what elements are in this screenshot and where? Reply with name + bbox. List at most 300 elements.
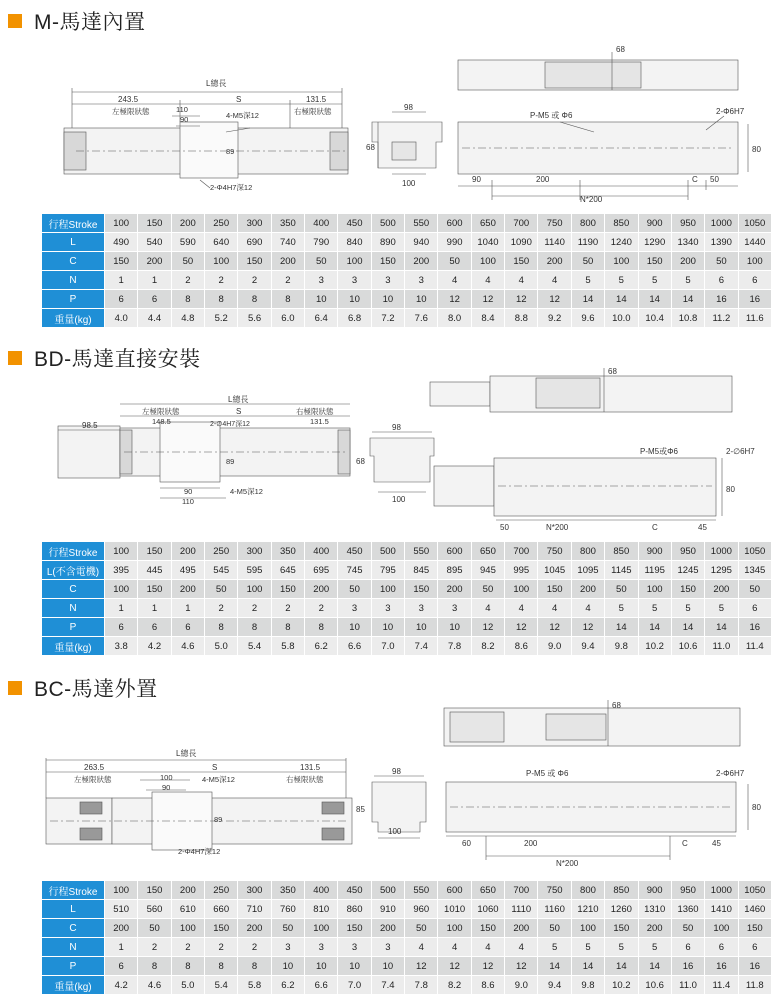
row-header: C (42, 252, 105, 271)
table-cell: 14 (538, 957, 571, 976)
dim-bot-a: 90 (472, 175, 481, 184)
table-cell: 495 (171, 561, 204, 580)
table-cell: 5 (638, 599, 671, 618)
end-height: 68 (356, 457, 365, 466)
table-cell: 200 (505, 919, 538, 938)
table-cell: 400 (305, 542, 338, 561)
table-cell: 11.6 (738, 309, 771, 328)
table-cell: 16 (705, 290, 738, 309)
row-header: 重量(kg) (42, 637, 105, 656)
table-cell: 50 (705, 252, 738, 271)
table-cell: 8.0 (438, 309, 471, 328)
table-cell: 4 (471, 938, 504, 957)
table-cell: 910 (371, 900, 404, 919)
table-cell: 800 (571, 881, 604, 900)
table-cell: 12 (471, 957, 504, 976)
table-cell: 5.4 (205, 976, 238, 995)
table-cell: 850 (605, 881, 638, 900)
tap-holes-label: 4-M5深12 (230, 487, 263, 496)
table-cell: 6.2 (305, 637, 338, 656)
section-title-bc (8, 673, 158, 703)
table-cell: 10.6 (638, 976, 671, 995)
dim-left: 243.5 (118, 95, 139, 104)
table-cell: 2 (171, 938, 204, 957)
tap-holes-label: 4-M5深12 (226, 111, 259, 120)
table-cell: 10 (405, 290, 438, 309)
table-row (42, 309, 772, 328)
table-cell: 8 (171, 290, 204, 309)
spec-table-m (41, 213, 772, 328)
dim-right: 131.5 (306, 95, 327, 104)
table-cell: 50 (271, 919, 304, 938)
table-cell: 14 (605, 957, 638, 976)
table-cell: 6 (138, 618, 171, 637)
table-cell: 1210 (571, 900, 604, 919)
dim-89: 89 (226, 147, 235, 156)
pin-holes-label: 2-Φ4H7深12 (210, 183, 253, 192)
table-cell: 10 (438, 618, 471, 637)
table-cell: 12 (538, 618, 571, 637)
p-holes-label: P-M5 或 Φ6 (530, 111, 573, 120)
table-cell: 10.2 (638, 637, 671, 656)
table-cell: 6.4 (305, 309, 338, 328)
table-cell: 5 (705, 599, 738, 618)
table-cell: 11.8 (738, 976, 771, 995)
row-header: 重量(kg) (42, 976, 105, 995)
table-cell: 50 (571, 252, 604, 271)
table-cell: 8.4 (471, 309, 504, 328)
end-base: 100 (402, 179, 416, 188)
end-height: 68 (366, 143, 375, 152)
table-cell: 14 (571, 957, 604, 976)
table-cell: 550 (405, 542, 438, 561)
table-cell: 4.8 (171, 309, 204, 328)
row-header: L(不含電機) (42, 561, 105, 580)
table-cell: 3 (371, 599, 404, 618)
table-cell: 12 (405, 957, 438, 976)
table-row (42, 919, 772, 938)
dim-stroke: S (212, 763, 218, 772)
table-row (42, 214, 772, 233)
table-cell: 6 (705, 938, 738, 957)
table-cell: 1050 (738, 881, 771, 900)
table-cell: 150 (505, 252, 538, 271)
dim-stroke: S (236, 407, 242, 416)
table-cell: 5 (605, 599, 638, 618)
table-cell: 3 (338, 271, 371, 290)
table-cell: 6.6 (338, 637, 371, 656)
table-cell: 700 (505, 542, 538, 561)
table-cell: 150 (138, 881, 171, 900)
table-cell: 950 (671, 214, 704, 233)
table-cell: 7.6 (405, 309, 438, 328)
table-cell: 6 (738, 599, 771, 618)
table-cell: 3 (371, 938, 404, 957)
dim-bot-b: 200 (536, 175, 550, 184)
table-cell: 8 (205, 957, 238, 976)
table-cell: 350 (271, 214, 304, 233)
table-cell: 5.8 (271, 637, 304, 656)
table-cell: 1390 (705, 233, 738, 252)
table-cell: 14 (671, 618, 704, 637)
table-cell: 100 (238, 580, 271, 599)
table-cell: 1060 (471, 900, 504, 919)
table-cell: 8 (238, 618, 271, 637)
spec-table-bc (41, 880, 772, 995)
table-cell: 500 (371, 881, 404, 900)
table-cell: 560 (138, 900, 171, 919)
end-width: 98 (404, 103, 413, 112)
table-cell: 1240 (605, 233, 638, 252)
table-cell: 1360 (671, 900, 704, 919)
table-cell: 10.6 (671, 637, 704, 656)
table-cell: 600 (438, 542, 471, 561)
table-cell: 12 (471, 290, 504, 309)
table-cell: 6 (138, 290, 171, 309)
table-cell: 300 (238, 542, 271, 561)
table-cell: 250 (205, 542, 238, 561)
table-cell: 5 (571, 271, 604, 290)
table-cell: 2 (238, 271, 271, 290)
table-cell: 6 (671, 938, 704, 957)
dim-right: 131.5 (310, 417, 329, 426)
table-cell: 5 (538, 938, 571, 957)
table-row (42, 618, 772, 637)
table-row (42, 580, 772, 599)
table-cell: 4 (438, 271, 471, 290)
table-cell: 3 (438, 599, 471, 618)
table-cell: 6 (105, 290, 138, 309)
table-cell: 1260 (605, 900, 638, 919)
table-cell: 945 (471, 561, 504, 580)
table-cell: 12 (505, 290, 538, 309)
side-height: 80 (726, 485, 735, 494)
table-cell: 1 (171, 599, 204, 618)
table-cell: 395 (105, 561, 138, 580)
table-cell: 1195 (638, 561, 671, 580)
table-cell: 5 (671, 599, 704, 618)
table-cell: 5 (605, 271, 638, 290)
table-cell: 795 (371, 561, 404, 580)
table-cell: 9.8 (571, 976, 604, 995)
table-cell: 490 (105, 233, 138, 252)
row-header: P (42, 618, 105, 637)
table-cell: 50 (671, 919, 704, 938)
table-cell: 150 (638, 252, 671, 271)
table-cell: 5.8 (238, 976, 271, 995)
table-cell: 2 (205, 938, 238, 957)
table-cell: 200 (571, 580, 604, 599)
table-cell: 12 (571, 618, 604, 637)
table-cell: 10 (338, 957, 371, 976)
dim-total-length: L總長 (176, 749, 197, 758)
table-cell: 14 (638, 618, 671, 637)
table-cell: 100 (605, 252, 638, 271)
row-header: 行程Stroke (42, 542, 105, 561)
table-cell: 11.4 (738, 637, 771, 656)
p-holes-label: P-M5或Φ6 (640, 447, 678, 456)
spec-table-bd (41, 541, 772, 656)
table-cell: 3 (338, 599, 371, 618)
table-cell: 1340 (671, 233, 704, 252)
table-cell: 6 (105, 618, 138, 637)
table-cell: 16 (671, 957, 704, 976)
row-header: C (42, 919, 105, 938)
table-cell: 4.4 (138, 309, 171, 328)
orange-bullet (8, 681, 22, 695)
table-cell: 6.0 (271, 309, 304, 328)
end-height: 85 (356, 805, 365, 814)
end-width: 98 (392, 423, 401, 432)
table-cell: 890 (371, 233, 404, 252)
table-cell: 960 (405, 900, 438, 919)
table-cell: 2 (205, 271, 238, 290)
table-cell: 900 (638, 542, 671, 561)
table-cell: 100 (505, 580, 538, 599)
table-cell: 640 (205, 233, 238, 252)
table-cell: 4 (438, 938, 471, 957)
table-cell: 4 (471, 271, 504, 290)
table-cell: 710 (238, 900, 271, 919)
table-cell: 500 (371, 542, 404, 561)
table-cell: 50 (338, 580, 371, 599)
dim-bot-n: N*200 (546, 523, 569, 532)
table-cell: 9.8 (605, 637, 638, 656)
table-cell: 450 (338, 881, 371, 900)
table-cell: 10 (371, 957, 404, 976)
table-cell: 6 (738, 271, 771, 290)
left-limit-label: 左極限狀態 (142, 407, 180, 416)
row-header: P (42, 290, 105, 309)
table-cell: 150 (105, 252, 138, 271)
table-cell: 100 (571, 919, 604, 938)
table-cell: 10 (338, 618, 371, 637)
table-cell: 510 (105, 900, 138, 919)
table-cell: 8 (238, 957, 271, 976)
table-cell: 200 (138, 252, 171, 271)
table-cell: 4 (538, 271, 571, 290)
table-cell: 2 (171, 271, 204, 290)
dim-left: 148.5 (152, 417, 171, 426)
row-header: N (42, 599, 105, 618)
table-cell: 8 (271, 290, 304, 309)
table-cell: 645 (271, 561, 304, 580)
table-cell: 150 (738, 919, 771, 938)
table-cell: 9.6 (571, 309, 604, 328)
table-cell: 1000 (705, 542, 738, 561)
table-cell: 200 (171, 542, 204, 561)
table-cell: 50 (471, 580, 504, 599)
table-cell: 50 (305, 252, 338, 271)
row-header: L (42, 233, 105, 252)
table-cell: 2 (271, 599, 304, 618)
end-base: 100 (388, 827, 402, 836)
table-cell: 700 (505, 881, 538, 900)
table-cell: 14 (638, 290, 671, 309)
table-cell: 6 (105, 957, 138, 976)
table-cell: 300 (238, 214, 271, 233)
table-cell: 16 (738, 618, 771, 637)
section-heading: BD-馬達直接安裝 (34, 348, 201, 371)
table-cell: 150 (238, 252, 271, 271)
table-cell: 600 (438, 214, 471, 233)
table-cell: 200 (438, 580, 471, 599)
table-cell: 7.4 (405, 637, 438, 656)
row-header: 行程Stroke (42, 214, 105, 233)
table-cell: 5.2 (205, 309, 238, 328)
table-cell: 10 (338, 290, 371, 309)
table-cell: 10 (271, 957, 304, 976)
table-cell: 7.8 (438, 637, 471, 656)
table-cell: 700 (505, 214, 538, 233)
table-cell: 9.4 (538, 976, 571, 995)
dim-bot-c: C (692, 175, 698, 184)
table-cell: 12 (471, 618, 504, 637)
table-cell: 14 (671, 290, 704, 309)
dim-motor: 98.5 (82, 421, 98, 430)
table-cell: 800 (571, 214, 604, 233)
table-cell: 6.8 (338, 309, 371, 328)
dim-90: 90 (184, 487, 193, 496)
table-cell: 100 (205, 252, 238, 271)
dim-bot-d: 45 (698, 523, 707, 532)
table-cell: 200 (671, 252, 704, 271)
table-cell: 150 (371, 252, 404, 271)
top-dim: 68 (612, 701, 621, 710)
table-cell: 5 (671, 271, 704, 290)
table-cell: 8 (205, 618, 238, 637)
section-title-m (8, 6, 146, 36)
dim-bot-d: 45 (712, 839, 721, 848)
orange-bullet (8, 351, 22, 365)
table-cell: 400 (305, 214, 338, 233)
table-cell: 1160 (538, 900, 571, 919)
table-cell: 10.8 (671, 309, 704, 328)
row-header: P (42, 957, 105, 976)
table-cell: 50 (605, 580, 638, 599)
table-cell: 4 (471, 599, 504, 618)
table-cell: 900 (638, 881, 671, 900)
table-cell: 2 (138, 938, 171, 957)
right-limit-label: 右極限狀態 (294, 107, 332, 116)
table-cell: 4 (405, 938, 438, 957)
table-cell: 850 (605, 542, 638, 561)
table-row (42, 637, 772, 656)
table-cell: 150 (405, 580, 438, 599)
table-cell: 150 (138, 580, 171, 599)
dim-bot-a: 60 (462, 839, 471, 848)
table-cell: 3 (305, 938, 338, 957)
table-cell: 7.0 (371, 637, 404, 656)
table-cell: 650 (471, 214, 504, 233)
table-cell: 10.2 (605, 976, 638, 995)
table-cell: 150 (538, 580, 571, 599)
table-cell: 12 (438, 957, 471, 976)
side-holes-label: 2-∅6H7 (726, 447, 755, 456)
table-cell: 4.6 (138, 976, 171, 995)
table-cell: 1460 (738, 900, 771, 919)
table-cell: 8.8 (505, 309, 538, 328)
table-cell: 200 (371, 919, 404, 938)
table-cell: 14 (571, 290, 604, 309)
table-cell: 350 (271, 542, 304, 561)
table-cell: 690 (238, 233, 271, 252)
table-cell: 6.6 (305, 976, 338, 995)
table-cell: 8.6 (471, 976, 504, 995)
table-cell: 200 (305, 580, 338, 599)
table-cell: 16 (738, 957, 771, 976)
row-header: 重量(kg) (42, 309, 105, 328)
table-cell: 740 (271, 233, 304, 252)
table-cell: 2 (238, 938, 271, 957)
table-cell: 2 (271, 271, 304, 290)
table-cell: 800 (571, 542, 604, 561)
table-cell: 6.2 (271, 976, 304, 995)
table-cell: 5.4 (238, 637, 271, 656)
table-cell: 550 (405, 214, 438, 233)
top-dim: 68 (616, 45, 625, 54)
section-heading: BC-馬達外置 (34, 678, 158, 701)
row-header: 行程Stroke (42, 881, 105, 900)
table-cell: 8 (171, 957, 204, 976)
table-cell: 100 (171, 919, 204, 938)
table-cell: 840 (338, 233, 371, 252)
table-cell: 6 (171, 618, 204, 637)
table-cell: 850 (605, 214, 638, 233)
dim-total-length: L總長 (228, 395, 249, 404)
table-cell: 100 (471, 252, 504, 271)
table-cell: 100 (105, 580, 138, 599)
table-cell: 3 (338, 938, 371, 957)
table-cell: 7.0 (338, 976, 371, 995)
table-row (42, 271, 772, 290)
table-cell: 300 (238, 881, 271, 900)
table-cell: 10 (305, 957, 338, 976)
table-cell: 350 (271, 881, 304, 900)
drawing-m (0, 40, 780, 210)
dim-bot-c: C (652, 523, 658, 532)
table-cell: 200 (538, 252, 571, 271)
pin-holes-label: 2-Φ4H7深12 (178, 847, 221, 856)
table-cell: 11.0 (671, 976, 704, 995)
orange-bullet (8, 14, 22, 28)
table-cell: 200 (171, 580, 204, 599)
table-cell: 5 (571, 938, 604, 957)
table-cell: 100 (105, 881, 138, 900)
table-cell: 450 (338, 214, 371, 233)
table-cell: 1 (105, 938, 138, 957)
table-row (42, 900, 772, 919)
table-cell: 200 (105, 919, 138, 938)
table-cell: 150 (338, 919, 371, 938)
table-cell: 8 (138, 957, 171, 976)
table-cell: 10 (371, 618, 404, 637)
table-cell: 16 (705, 957, 738, 976)
table-cell: 940 (405, 233, 438, 252)
table-cell: 10.4 (638, 309, 671, 328)
table-cell: 595 (238, 561, 271, 580)
table-cell: 8 (305, 618, 338, 637)
table-cell: 610 (171, 900, 204, 919)
row-header: C (42, 580, 105, 599)
table-cell: 1145 (605, 561, 638, 580)
table-cell: 12 (505, 618, 538, 637)
table-cell: 750 (538, 214, 571, 233)
table-cell: 8 (205, 290, 238, 309)
dim-90: 90 (180, 115, 189, 124)
table-cell: 750 (538, 881, 571, 900)
table-cell: 845 (405, 561, 438, 580)
